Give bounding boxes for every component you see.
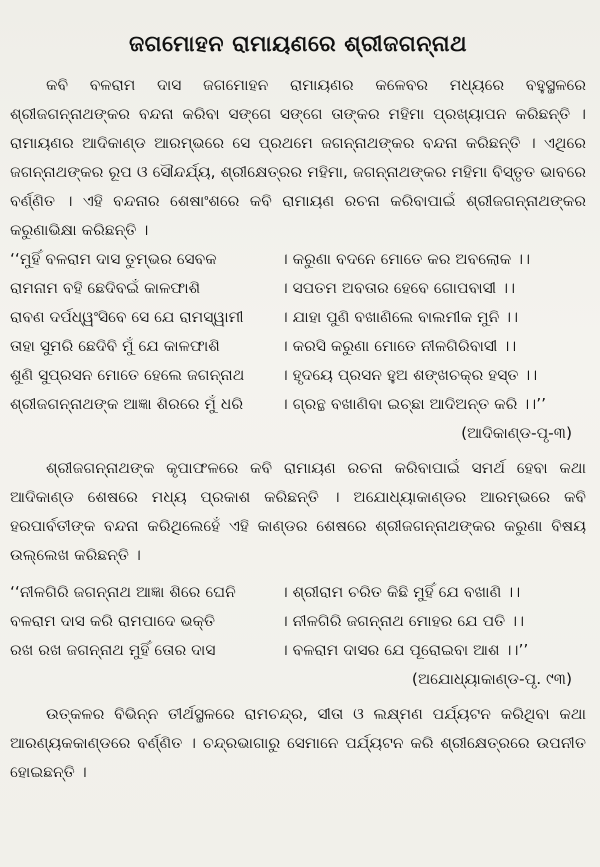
verse-line-second-half: । ନୀଳଗିରି ଜଗନ୍ନାଥ ମୋହର ଯେ ପତି ।। [280,612,525,630]
verse-line [10,578,586,607]
verse-line-second-half: । ହୃଦୟେ ପ୍ରସନ ହୁଅ ଶଙ୍ଖଚକ୍ର ହସ୍ତ ।। [280,366,538,384]
citation-1: (ଆଦିକାଣ୍ଡ-ପୃ-୩) [461,424,572,442]
paragraph-1: କବି ବଳରାମ ଦାସ ଜଗମୋହନ ରାମାୟଣର କଳେବର ମଧ୍ୟରେ ବହୁସ୍ଥଳରେ ଶ୍ରୀଜଗନ୍ନାଥଙ୍କର ବନ୍ଦନା କରିବା ସଙ୍ଗେ ସଙ୍ଗେ ତାଙ୍କର ମହିମା ପ୍ରଖ୍ୟାପନ କରିଛନ୍ତି । ରାମାୟଣର ଆଦିକାଣ୍ଡ ଆରମ୍ଭରେ ସେ ପ୍ରଥମେ ଜଗନ୍ନାଥଙ୍କର ବନ୍ଦନା କରିଛନ୍ତି । ଏଥିରେ ଜଗନ୍ନାଥଙ୍କର ରୂପ ଓ ସୌନ୍ଦର୍ଯ୍ୟ, ଶ୍ରୀକ୍ଷେତ୍ରର ମହିମା, ଜଗନ୍ନାଥଙ୍କର ମହିମା ବିସ୍ତୃତ ଭାବରେ ବର୍ଣ୍ଣିତ । ଏହି ବନ୍ଦନାର ଶେଷାଂଶରେ କବି ରାମାୟଣ ରଚନା କରିବାପାଇଁ ଶ୍ରୀଜଗନ୍ନାଥଙ୍କର କରୁଣାଭିକ୍ଷା କରିଛନ୍ତି । [10,76,586,239]
verse-line-second-half: । ସପତମ ଅବତାର ହେବେ ଗୋପବାସୀ ।। [280,279,516,297]
verse-line-second-half: । ଶ୍ରୀରାମ ଚରିତ କିଛି ମୁହିଁ ଯେ ବଖାଣି ।। [280,583,521,601]
verse-line [10,303,586,332]
verse-line [10,245,586,274]
verse-line [10,361,586,390]
verse-line-first-half: ତାହା ସୁମରି ଛେଦିବି ମୁଁ ଯେ କାଳଫାଶି [10,337,220,355]
verse-line-first-half: ରାମନାମ ବହି ଛେଦିବଇଁ କାଳଫାଶି [10,279,201,297]
verse-line-second-half: । ବଳରାମ ଦାସର ଯେ ପୂରୋଇବା ଆଶ ।।’’ [280,641,529,659]
verse-block-1 [10,245,586,419]
verse-line [10,332,586,361]
verse-block-2 [10,578,586,665]
verse-line [10,607,586,636]
verse-line-second-half: । ଯାହା ପୁଣି ବଖାଣିଲେ ବାଲମୀକ ମୁନି ।। [280,308,519,326]
verse-line-first-half: ବଳରାମ ଦାସ କରି ରାମପାଦେ ଭକ୍ତି [10,612,216,630]
verse-line-first-half: ‘‘ନୀଳଗିରି ଜଗନ୍ନାଥ ଆଜ୍ଞା ଶିରେ ଘେନି [10,583,236,601]
verse-line [10,636,586,665]
verse-line-second-half: । ଗ୍ରନ୍ଥ ବଖାଣିବା ଇଚ୍ଛା ଆଦିଅନ୍ତ କରି ।।’’ [280,395,547,413]
verse-line-first-half: ରଖ ରଖ ଜଗନ୍ନାଥ ମୁହିଁ ତୋର ଦାସ [10,641,216,659]
paragraph-2: ଶ୍ରୀଜଗନ୍ନାଥଙ୍କ କୃପାଫଳରେ କବି ରାମାୟଣ ରଚନା କରିବାପାଇଁ ସମର୍ଥ ହେବା କଥା ଆଦିକାଣ୍ଡ ଶେଷରେ ମଧ୍ୟ ପ୍ରକାଶ କରିଛନ୍ତି । ଅଯୋଧ୍ୟାକାଣ୍ଡର ଆରମ୍ଭରେ କବି ହରପାର୍ବତୀଙ୍କ ବନ୍ଦନା କରିଥିଲେହେଁ ଏହି କାଣ୍ଡର ଶେଷରେ ଶ୍ରୀଜଗନ୍ନାଥଙ୍କର କରୁଣା ବିଷୟ ଉଲ୍ଲେଖ କରିଛନ୍ତି । [10,459,586,564]
paragraph-3: ଉତ୍କଳର ବିଭିନ୍ନ ତୀର୍ଥସ୍ଥଳରେ ରାମଚନ୍ଦ୍ର, ସୀତା ଓ ଲକ୍ଷ୍ମଣ ପର୍ଯ୍ୟଟନ କରିଥିବା କଥା ଆରଣ୍ୟକକାଣ୍ଡରେ ବର୍ଣ୍ଣିତ । ଚନ୍ଦ୍ରଭାଗାରୁ ସେମାନେ ପର୍ଯ୍ୟଟନ କରି ଶ୍ରୀକ୍ଷେତ୍ରରେ ଉପନୀତ ହୋଇଛନ୍ତି । [10,705,586,781]
verse-line-second-half: । କରସି କରୁଣା ମୋତେ ନୀଳଗିରିବାସୀ ।। [280,337,517,355]
verse-line-first-half: ରାବଣ ଦର୍ପଧ୍ୱଂସିବେ ସେ ଯେ ରାମସ୍ୱାମୀ [10,308,244,326]
verse-line-second-half: । କରୁଣା ବଦନେ ମୋତେ କର ଅବଲୋକ ।। [280,250,531,268]
verse-line [10,390,586,419]
page-title: ଜଗମୋହନ ରାମାୟଣରେ ଶ୍ରୀଜଗନ୍ନାଥ [128,32,468,57]
citation-2: (ଅଯୋଧ୍ୟାକାଣ୍ଡ-ପୃ. ୯୩) [411,670,572,688]
verse-line-first-half: ଶୁଣି ସୁପ୍ରସନ ମୋତେ ହେଲେ ଜଗନ୍ନାଥ [10,366,245,384]
verse-line-first-half: ‘‘ମୁହିଁ ବଳରାମ ଦାସ ତୁମ୍ଭର ସେବକ [10,250,217,268]
verse-line [10,274,586,303]
verse-line-first-half: ଶ୍ରୀଜଗନ୍ନାଥଙ୍କ ଆଜ୍ଞା ଶିରରେ ମୁଁ ଧରି [10,395,244,413]
